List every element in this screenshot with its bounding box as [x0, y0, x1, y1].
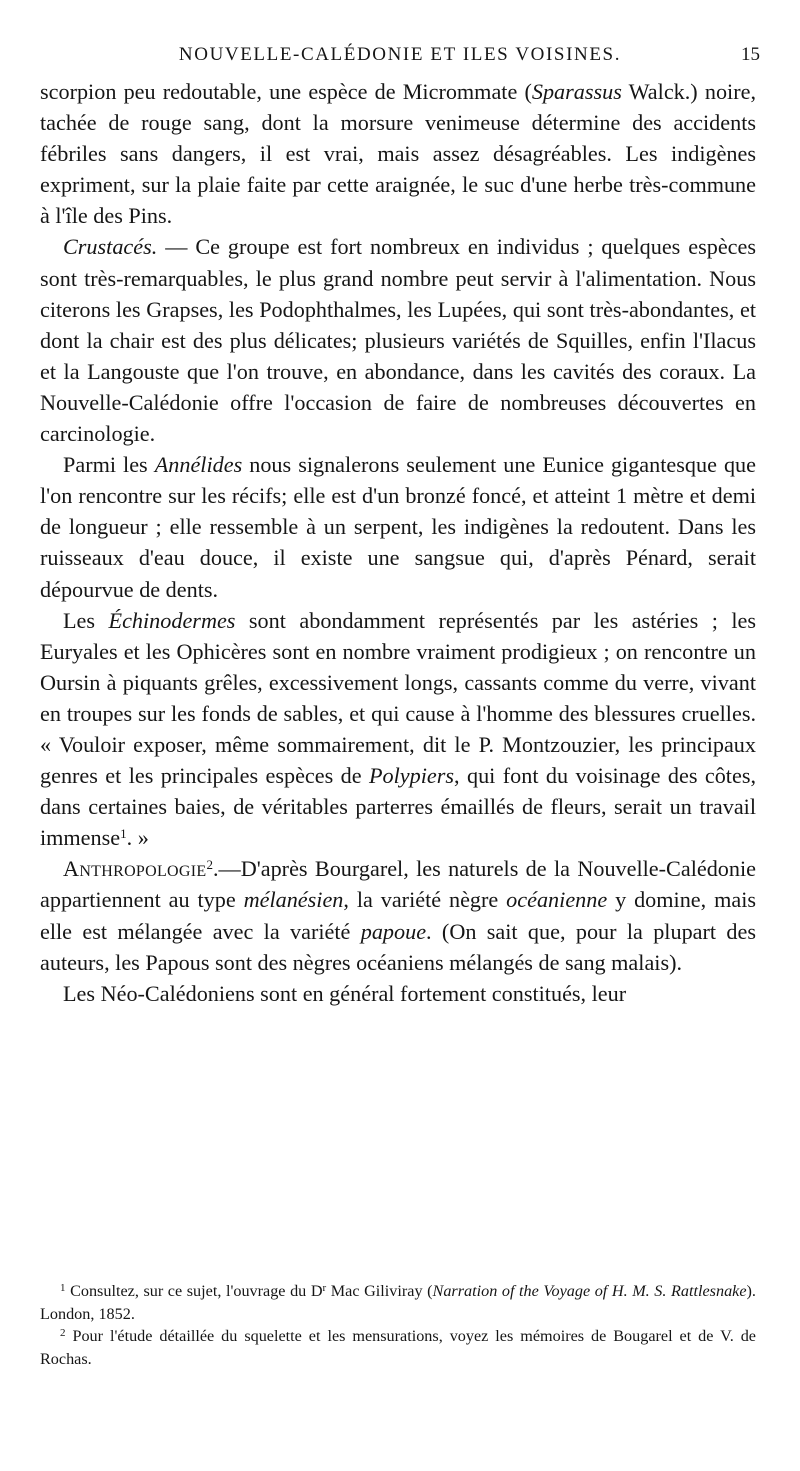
italic-term-melanesien: mélanésien — [243, 887, 344, 913]
italic-term-echinodermes: Échinodermes — [108, 607, 236, 633]
section-heading-crustaces: Crustacés. — [63, 234, 158, 260]
text-run: . (On sait que, pour la plupart des auteurs, les Papous sont des nègres océaniens mélangés de sang malais). — [40, 918, 756, 975]
text-run: Les Néo-Calédoniens sont en général fortement constitués, leur — [63, 980, 627, 1006]
text-run: ). London, 1852. — [40, 1282, 756, 1323]
footnote-1 — [40, 1280, 756, 1325]
text-run: Walck.) noire, tachée de rouge sang, dont la morsure venimeuse détermine des accidents fébriles sans dangers, il est vrai, mais assez désagréables. Les indigènes expriment, sur la plaie faite par cette araignée, le suc d'une herbe très-commune à l'île des Pins. — [40, 79, 756, 229]
superscript: r — [322, 1282, 327, 1294]
text-run: Parmi les — [63, 452, 155, 478]
text-run: , qui font du voisinage des côtes, dans certaines baies, de véritables parterres émaillés de fleurs, serait un travail immense — [40, 763, 757, 851]
text-run: scorpion peu redoutable, une espèce de Micrommate ( — [40, 79, 532, 104]
text-run: , la variété nègre — [343, 887, 507, 913]
text-run: — Ce groupe est fort nombreux en individus ; quelques espèces sont très-remarquables, le plus grand nombre peut servir à l'alimentation. Nous citerons les Grapses, les Podophthalmes, les Lupées, qui sont très-abondantes, et dont la chair est des plus délicates; plusieurs variétés de Squilles, enfin l'Ilacus et la Langouste que l'on trouve, en abondance, dans les cavités des coraux. La Nouvelle-Calédonie offre l'occasion de faire de nombreuses découvertes en carcinologie. — [40, 234, 756, 447]
footnote-mark-2: 2 — [60, 1327, 66, 1339]
section-heading-anthropologie: Anthropologie — [63, 856, 207, 882]
body-text — [40, 76, 756, 1009]
running-head — [40, 40, 760, 70]
italic-term-annelides: Annélides — [154, 452, 243, 478]
text-run: Les — [63, 607, 109, 633]
text-run: Mac Giliviray ( — [326, 1282, 433, 1300]
paragraph-scorpion — [40, 76, 756, 231]
text-run: y domine, mais elle est mélangée avec la variété — [40, 887, 756, 944]
text-run: Consultez, sur ce sujet, l'ouvrage du D — [65, 1282, 323, 1300]
paragraph-echinodermes — [40, 605, 756, 854]
footnotes — [40, 1280, 756, 1370]
footnote-ref-1[interactable]: 1 — [120, 826, 127, 842]
italic-book-title: Narration of the Voyage of H. M. S. Rattlesnake — [432, 1282, 747, 1300]
paragraph-annelides — [40, 449, 756, 604]
paragraph-neo-caledoniens — [40, 978, 756, 1009]
italic-term-oceanienne: océanienne — [506, 887, 608, 913]
footnote-ref-2[interactable]: 2 — [206, 857, 213, 873]
text-run: Pour l'étude détaillée du squelette et les mensurations, voyez les mémoires de Bougarel et de V. de Rochas. — [40, 1327, 756, 1368]
footnote-mark-1: 1 — [60, 1282, 66, 1294]
paragraph-anthropologie — [40, 853, 756, 977]
footnote-2 — [40, 1325, 756, 1370]
italic-term-sparassus: Sparassus — [531, 79, 622, 104]
text-run: nous signalerons seulement une Eunice gigantesque que l'on rencontre sur les récifs; elle est d'un bronzé foncé, et atteint 1 mètre et demi de longueur ; elle ressemble à un serpent, les indigènes la redoutent. Dans les ruisseaux d'eau douce, il existe une sangsue qui, d'après Pénard, serait dépourvue de dents. — [40, 452, 756, 602]
italic-term-polypiers: Polypiers — [369, 763, 455, 789]
page-number: 15 — [741, 44, 760, 65]
text-run: . » — [126, 825, 149, 851]
running-head-title: NOUVELLE-CALÉDONIE ET ILES VOISINES. — [178, 44, 622, 65]
text-run: .—D'après Bourgarel, les naturels de la Nouvelle-Calédonie appartiennent au type — [40, 856, 756, 913]
paragraph-crustaces — [40, 231, 756, 449]
italic-term-papoue: papoue — [360, 918, 427, 944]
text-run: sont abondamment représentés par les astéries ; les Euryales et les Ophicères sont en nombre vraiment prodigieux ; on rencontre un Oursin à piquants grêles, excessivement longs, cassants comme du verre, vivant en troupes sur les fonds de sables, et qui cause à l'homme des blessures cruelles. « Vouloir exposer, même sommairement, dit le P. Montzouzier, les principaux genres et les principales espèces de — [40, 607, 756, 789]
